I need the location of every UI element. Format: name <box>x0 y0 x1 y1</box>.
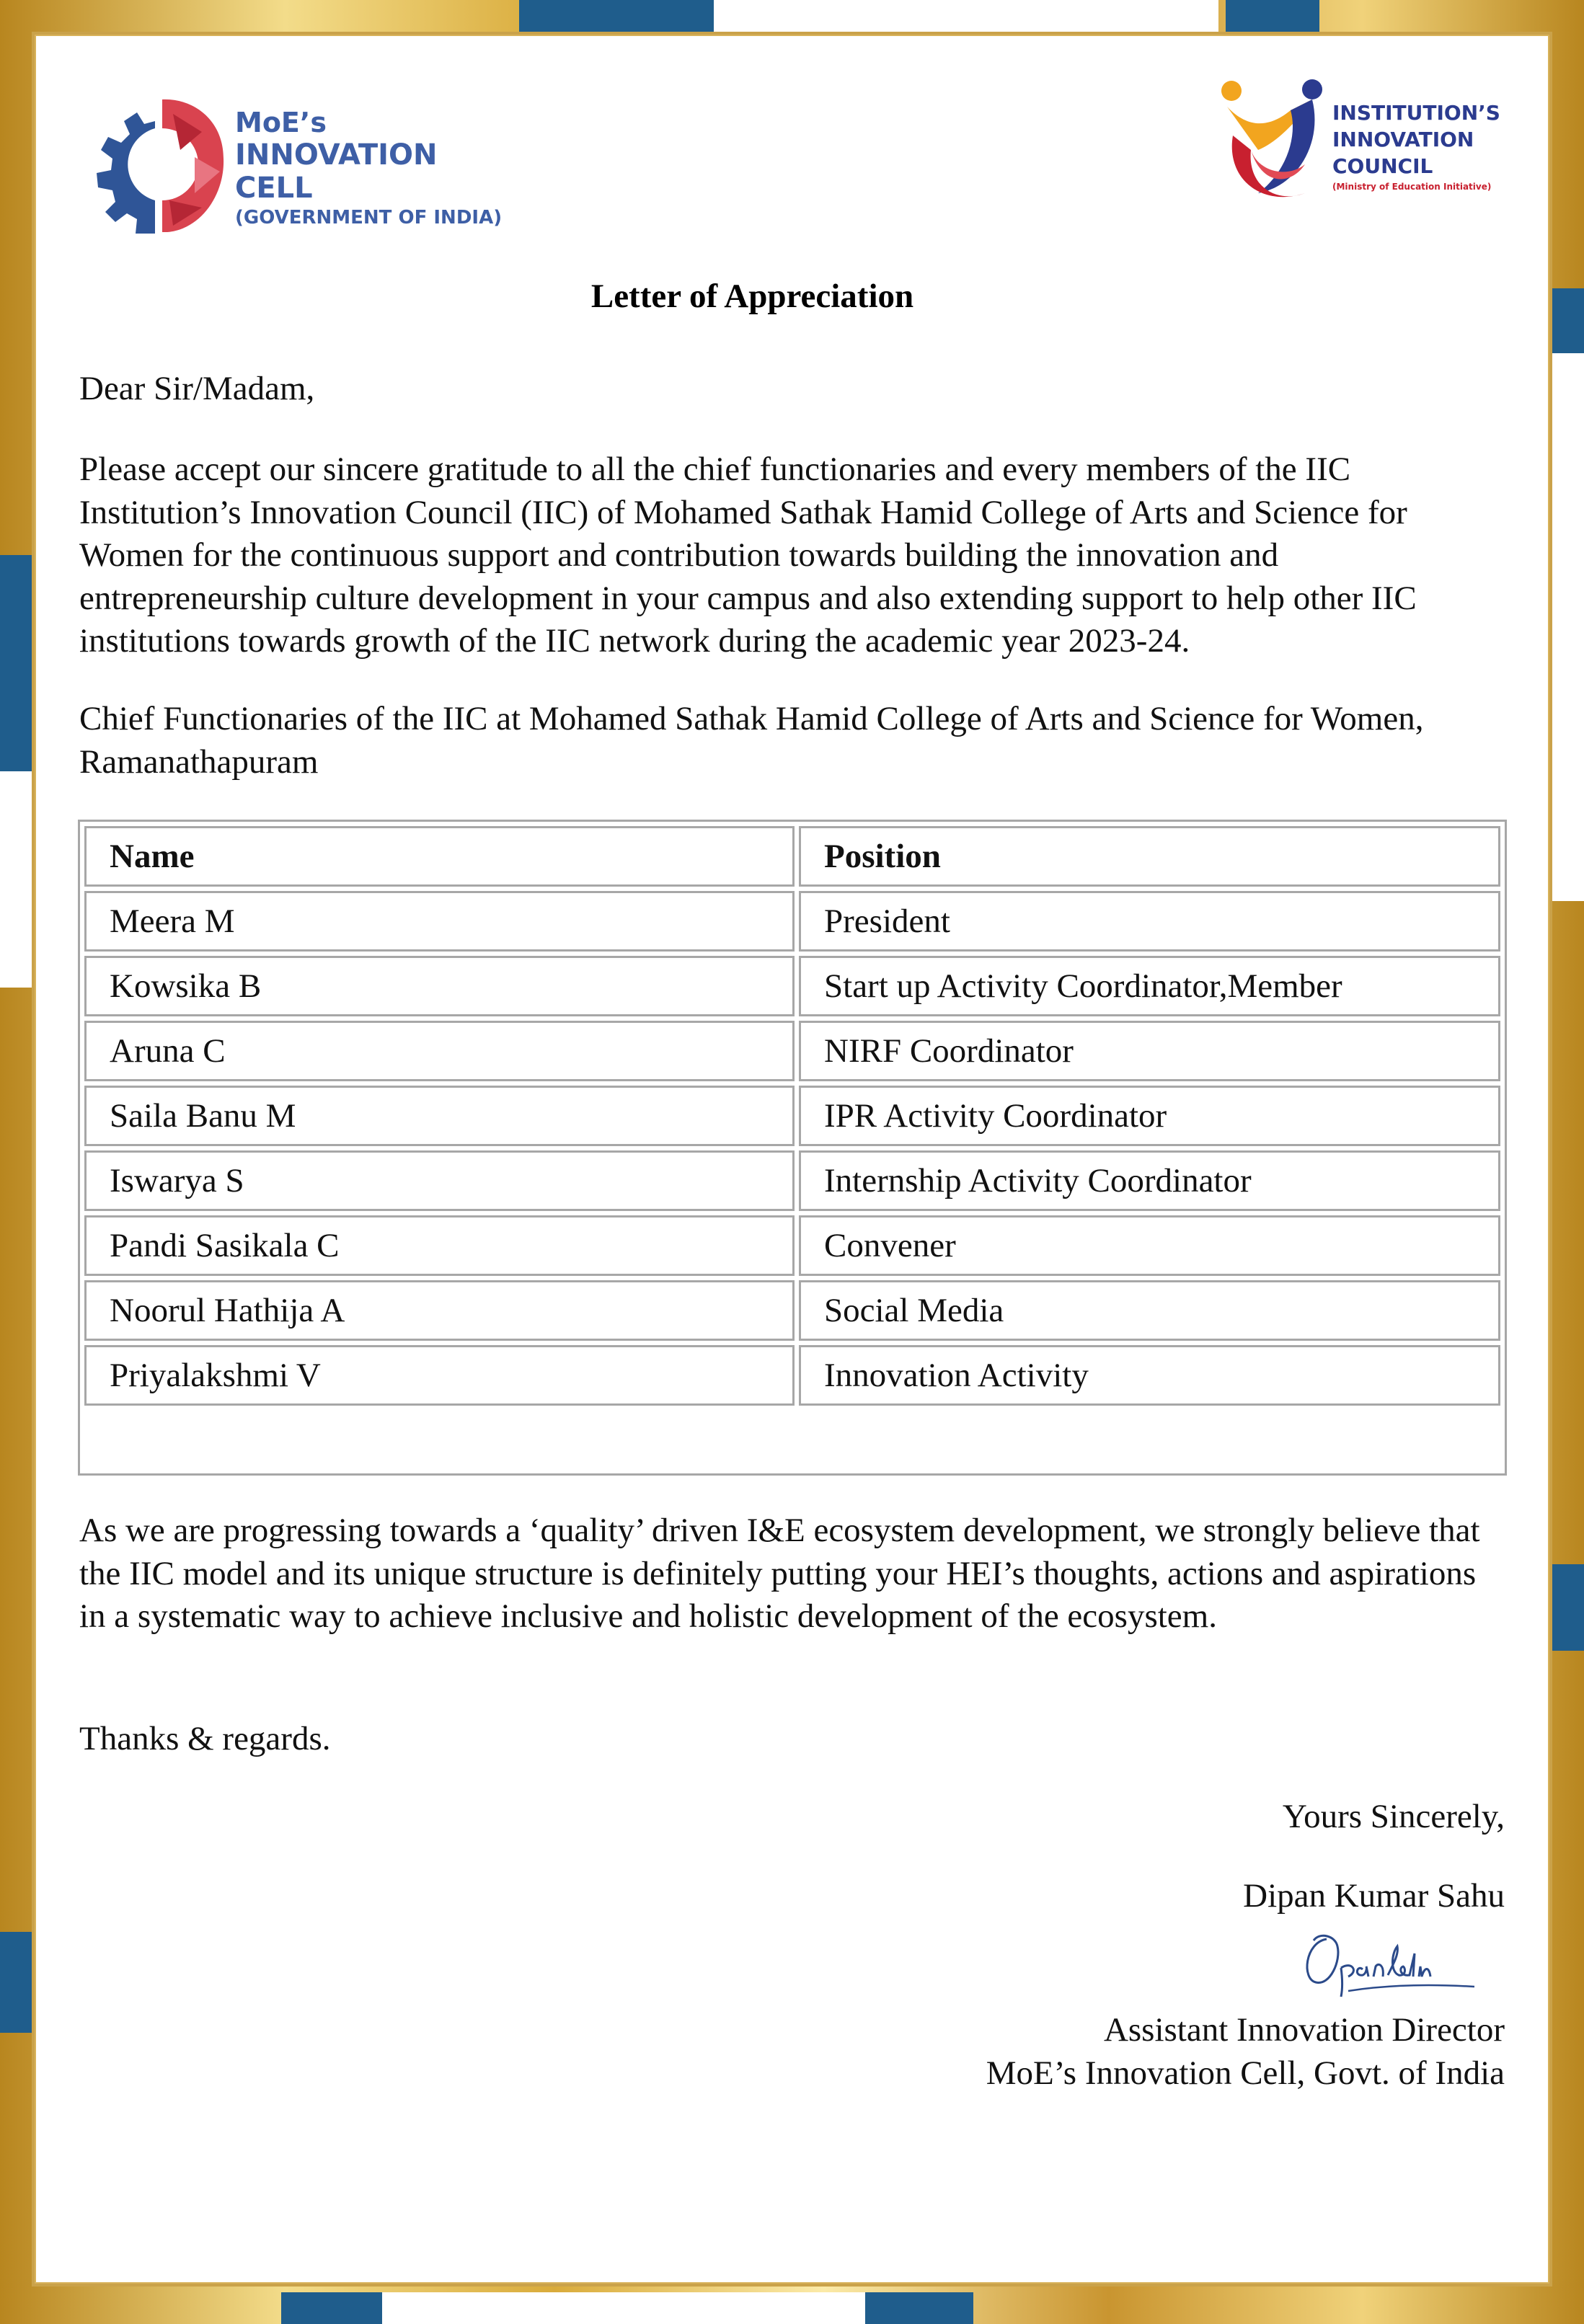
member-position: NIRF Coordinator <box>799 1021 1500 1081</box>
signer-name: Dipan Kumar Sahu <box>1243 1877 1505 1915</box>
member-position: Social Media <box>799 1280 1500 1341</box>
table-row <box>84 956 1500 1016</box>
frame-blue-block <box>519 0 714 32</box>
moe-logo-line1: MoE’s <box>235 107 327 138</box>
functionaries-table <box>78 820 1507 1476</box>
table-header-row <box>84 826 1500 887</box>
table-row <box>84 891 1500 952</box>
letter-title: Letter of Appreciation <box>590 278 914 315</box>
handwritten-signature <box>1298 1925 1485 2004</box>
signer-org: MoE’s Innovation Cell, Govt. of India <box>986 2054 1505 2092</box>
closing-line: Thanks & regards. <box>79 1720 331 1757</box>
member-name: Priyalakshmi V <box>84 1345 795 1406</box>
frame-blue-block <box>1552 288 1584 353</box>
member-position: Innovation Activity <box>799 1345 1500 1406</box>
table-row <box>84 1345 1500 1406</box>
table-row <box>84 1021 1500 1081</box>
member-position: President <box>799 891 1500 952</box>
header-position: Position <box>799 826 1500 887</box>
sign-off: Yours Sincerely, <box>1282 1798 1505 1835</box>
frame-white-block <box>1552 353 1584 901</box>
moe-logo-line3: (GOVERNMENT OF INDIA) <box>235 207 503 229</box>
member-name: Noorul Hathija A <box>84 1280 795 1341</box>
ecosystem-paragraph: As we are progressing towards a ‘quality’ driven I&E ecosystem development, we strongly believe that the IIC model and its unique structure is definitely putting your HEI’s thoughts, actions and aspirations in a systematic way to achieve inclusive and holistic development of the ecosystem. <box>79 1512 1480 1635</box>
table-row <box>84 1150 1500 1211</box>
frame-white-block <box>0 771 32 988</box>
member-name: Iswarya S <box>84 1150 795 1211</box>
signer-title: Assistant Innovation Director <box>1103 2011 1505 2049</box>
frame-blue-block <box>0 555 32 771</box>
table-row <box>84 1086 1500 1146</box>
member-name: Pandi Sasikala C <box>84 1215 795 1276</box>
frame-white-block <box>382 2292 865 2324</box>
member-name: Aruna C <box>84 1021 795 1081</box>
table-row <box>84 1280 1500 1341</box>
member-position: Start up Activity Coordinator,Member <box>799 956 1500 1016</box>
member-position: IPR Activity Coordinator <box>799 1086 1500 1146</box>
frame-white-block <box>714 0 1218 32</box>
frame-blue-block <box>281 2292 382 2324</box>
iic-emblem-icon <box>1218 78 1334 208</box>
iic-logo-line1: INSTITUTION’S <box>1332 101 1500 125</box>
member-position: Internship Activity Coordinator <box>799 1150 1500 1211</box>
member-position: Convener <box>799 1215 1500 1276</box>
iic-logo-line3: COUNCIL <box>1332 154 1433 178</box>
moe-innovation-cell-logo <box>87 88 519 232</box>
iic-logo-line2: INNOVATION <box>1332 128 1474 151</box>
iic-logo-line4: (Ministry of Education Initiative) <box>1332 182 1492 192</box>
frame-blue-block <box>1552 1564 1584 1651</box>
appreciation-paragraph: Please accept our sincere gratitude to all the chief functionaries and every members of the IIC Institution’s Innovation Council (IIC) of Mohamed Sathak Hamid College of Arts and Science for Women for the continuous support and contribution towards building the innovation and entrepreneurship culture development in your campus and also extending support to help other IIC institutions towards growth of the IIC network during the academic year 2023-24. <box>79 451 1417 660</box>
member-name: Meera M <box>84 891 795 952</box>
iic-logo <box>1218 78 1521 208</box>
table-row <box>84 1215 1500 1276</box>
frame-blue-block <box>1226 0 1319 32</box>
moe-logo-line2: INNOVATION CELL <box>235 138 438 205</box>
frame-blue-block <box>0 1932 32 2033</box>
signer-designation <box>986 2009 1505 2095</box>
member-name: Kowsika B <box>84 956 795 1016</box>
greeting: Dear Sir/Madam, <box>79 370 315 407</box>
header-name: Name <box>84 826 795 887</box>
functionaries-intro: Chief Functionaries of the IIC at Mohamed Sathak Hamid College of Arts and Science for Women, Ramanathapuram <box>79 700 1424 781</box>
brain-gear-icon <box>87 92 231 236</box>
member-name: Saila Banu M <box>84 1086 795 1146</box>
frame-blue-block <box>865 2292 973 2324</box>
